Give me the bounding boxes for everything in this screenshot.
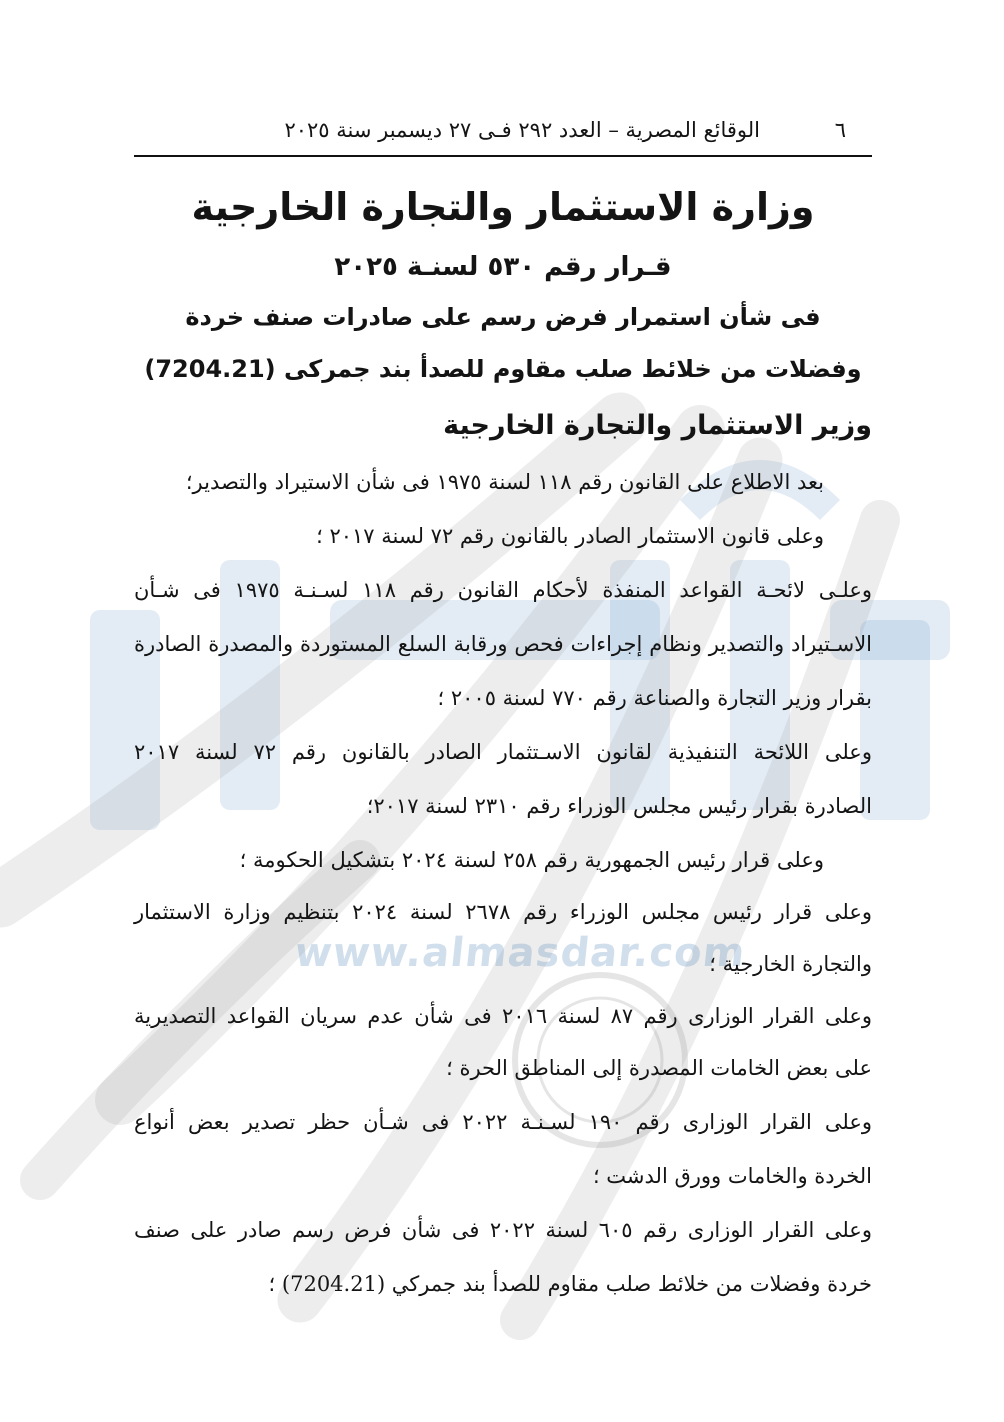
running-header xyxy=(134,112,872,152)
body-line: وعلـى لائحـة القواعد المنفذة لأحكام القانون رقم ١١٨ لسـنـة ١٩٧٥ فى شـأن xyxy=(134,578,872,602)
ministry-title: وزارة الاستثمار والتجارة الخارجية xyxy=(191,185,815,229)
minister-heading: وزير الاستثمار والتجارة الخارجية xyxy=(443,410,872,441)
page-number: ٦ xyxy=(834,118,846,142)
body-line: الصادرة بقرار رئيس مجلس الوزراء رقم ٢٣١٠ لسنة ٢٠١٧؛ xyxy=(366,794,872,818)
header-divider xyxy=(134,155,872,157)
body-line: والتجارة الخارجية ؛ xyxy=(709,952,872,976)
body-line: بقرار وزير التجارة والصناعة رقم ٧٧٠ لسنة ٢٠٠٥ ؛ xyxy=(437,686,872,710)
body-line: وعلى القرار الوزارى رقم ٨٧ لسنة ٢٠١٦ فى شأن عدم سريان القواعد التصديرية xyxy=(134,1004,872,1028)
body-line: وعلى القرار الوزارى رقم ١٩٠ لسـنـة ٢٠٢٢ فى شـأن حظر تصدير بعض أنواع xyxy=(134,1110,873,1134)
decree-subject-line-1: فى شأن استمرار فرض رسم على صادرات صنف خردة xyxy=(185,303,821,331)
body-line: وعلى قرار رئيس الجمهورية رقم ٢٥٨ لسنة ٢٠٢٤ بتشكيل الحكومة ؛ xyxy=(239,848,824,872)
decree-subject-line-2: وفضلات من خلائط صلب مقاوم للصدأ بند جمركى (7204.21) xyxy=(144,355,862,383)
body-line: وعلى القرار الوزارى رقم ٦٠٥ لسنة ٢٠٢٢ فى شأن فرض رسم صادر على صنف xyxy=(134,1218,872,1242)
body-line: وعلى اللائحة التنفيذية لقانون الاسـتثمار الصادر بالقانون رقم ٧٢ لسنة ٢٠١٧ xyxy=(134,740,872,764)
body-line: على بعض الخامات المصدرة إلى المناطق الحرة ؛ xyxy=(446,1056,872,1080)
body-line: خردة وفضلات من خلائط صلب مقاوم للصدأ بند جمركي (7204.21) ؛ xyxy=(268,1272,872,1296)
decree-title: قـرار رقم ٥٣٠ لسنـة ٢٠٢٥ xyxy=(334,252,672,282)
body-line: وعلى قانون الاستثمار الصادر بالقانون رقم ٧٢ لسنة ٢٠١٧ ؛ xyxy=(316,524,824,548)
issue-reference: الوقائع المصرية – العدد ٢٩٢ فـى ٢٧ ديسمبر سنة ٢٠٢٥ xyxy=(284,118,760,142)
body-line: بعد الاطلاع على القانون رقم ١١٨ لسنة ١٩٧٥ فى شأن الاستيراد والتصدير؛ xyxy=(185,470,824,494)
body-line: الاسـتيراد والتصدير ونظام إجراءات فحص ورقابة السلع المستوردة والمصدرة الصادرة xyxy=(134,632,872,656)
body-line: الخردة والخامات وورق الدشت ؛ xyxy=(592,1164,872,1188)
body-line: وعلى قرار رئيس مجلس الوزراء رقم ٢٦٧٨ لسنة ٢٠٢٤ بتنظيم وزارة الاستثمار xyxy=(134,900,872,924)
watermark-url: www.almasdar.com xyxy=(292,930,748,976)
